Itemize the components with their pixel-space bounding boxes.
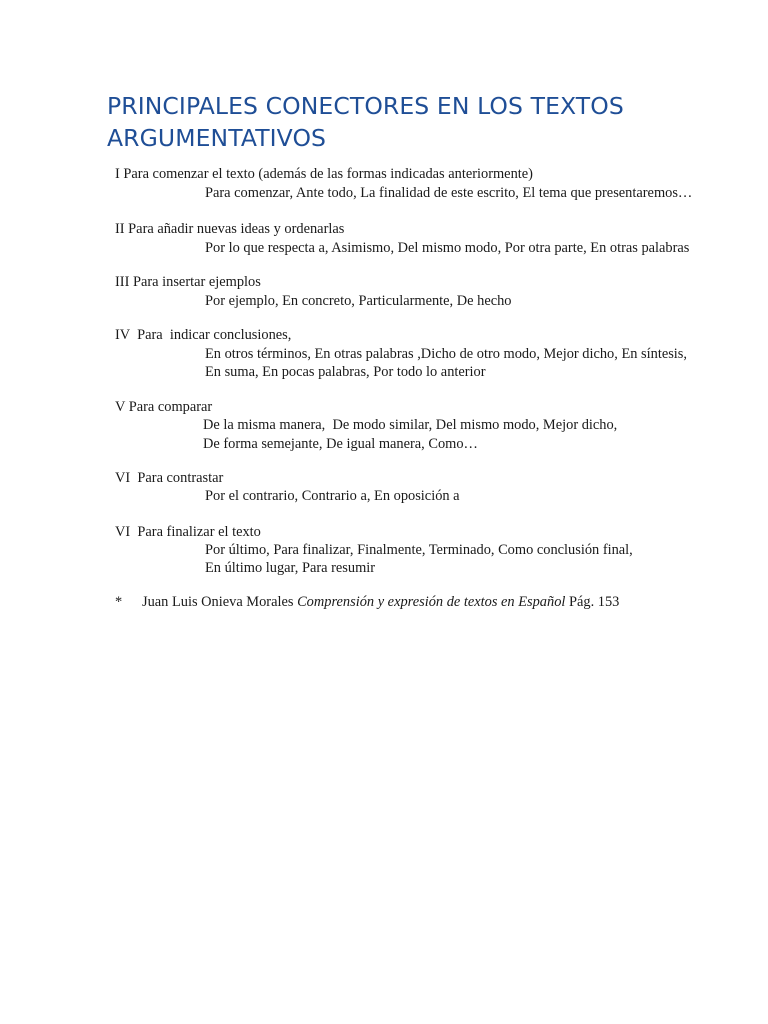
reference-author: Juan Luis Onieva Morales <box>142 594 298 610</box>
section-heading: IV Para indicar conclusiones, <box>115 327 292 343</box>
connector-line: Por lo que respecta a, Asimismo, Del mismo modo, Por otra parte, En otras palabras <box>205 240 690 256</box>
connector-line: En otros términos, En otras palabras ,Dicho de otro modo, Mejor dicho, En síntesis, <box>205 346 688 362</box>
connector-line: Por ejemplo, En concreto, Particularmente, De hecho <box>205 293 512 309</box>
reference-text <box>142 593 619 611</box>
reference-page: Pág. 153 <box>565 594 620 610</box>
connector-line: De la misma manera, De modo similar, Del mismo modo, Mejor dicho, <box>203 417 618 433</box>
section-heading: VI Para contrastar <box>115 470 224 486</box>
page-title <box>107 90 707 154</box>
reference-marker: * <box>115 594 123 610</box>
connector-line: Por el contrario, Contrario a, En oposición a <box>205 488 460 504</box>
section-heading: II Para añadir nuevas ideas y ordenarlas <box>115 221 345 237</box>
connector-line: Por último, Para finalizar, Finalmente, Terminado, Como conclusión final, <box>205 542 633 558</box>
page-title-line-2: ARGUMENTATIVOS <box>107 124 327 152</box>
page-title-line-1: PRINCIPALES CONECTORES EN LOS TEXTOS <box>107 92 624 120</box>
section-heading: VI Para finalizar el texto <box>115 524 261 540</box>
connector-line: En último lugar, Para resumir <box>205 560 376 576</box>
connector-line: De forma semejante, De igual manera, Como… <box>203 436 478 452</box>
connector-line: Para comenzar, Ante todo, La finalidad de este escrito, El tema que presentaremos… <box>205 185 693 201</box>
section-heading: I Para comenzar el texto (además de las formas indicadas anteriormente) <box>115 166 533 182</box>
section-heading: V Para comparar <box>115 399 213 415</box>
connector-line: En suma, En pocas palabras, Por todo lo anterior <box>205 364 486 380</box>
section-heading: III Para insertar ejemplos <box>115 274 261 290</box>
reference-work-title: Comprensión y expresión de textos en Español <box>297 594 566 610</box>
